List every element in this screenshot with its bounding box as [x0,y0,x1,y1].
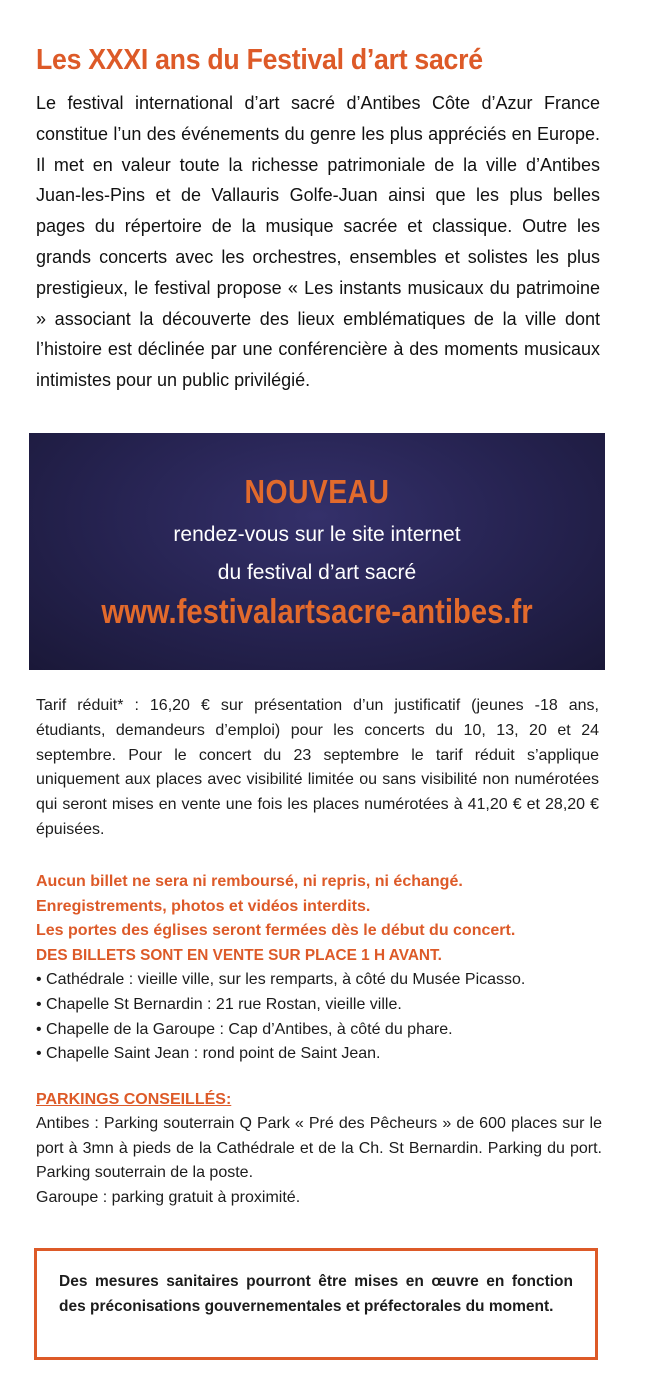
warning-tickets-on-site: DES BILLETS SONT EN VENTE SUR PLACE 1 H AVANT. [36,946,442,964]
banner-line-1: rendez-vous sur le site internet [173,523,461,546]
parking-garoupe: Garoupe : parking gratuit à proximité. [36,1188,301,1206]
venue-item: • Chapelle de la Garoupe : Cap d’Antibes, à côté du phare. [36,1018,616,1043]
venue-item: • Cathédrale : vieille ville, sur les remparts, à côté du Musée Picasso. [36,968,616,993]
venue-list [36,968,616,1066]
page-title: Les XXXI ans du Festival d’art sacré [36,44,483,76]
warning-no-recording: Enregistrements, photos et vidéos interdits. [36,897,371,915]
warning-doors-closed: Les portes des églises seront fermées dès le début du concert. [36,922,516,940]
warning-no-refund: Aucun billet ne sera ni remboursé, ni repris, ni échangé. [36,873,463,890]
festival-website-link[interactable]: www.festivalartsacre-antibes.fr [101,593,533,631]
banner-headline: NOUVEAU [244,473,390,510]
parking-antibes: Antibes : Parking souterrain Q Park « Pré des Pêcheurs » de 600 places sur le port à 3mn à pieds de la Cathédrale et de la Ch. St Bernardin. Parking du port. Parking souterrain de la poste. [36,1115,602,1182]
parking-section [36,1088,602,1210]
ticket-warnings [36,870,616,1067]
parking-heading: PARKINGS CONSEILLÉS: [36,1091,232,1108]
intro-paragraph: Le festival international d’art sacré d’Antibes Côte d’Azur France constitue l’un des événements du genre les plus appréciés en Europe. Il met en valeur toute la richesse patrimoniale de la ville d’Antibes Juan-les-Pins et de Vallauris Golfe-Juan ainsi que les plus belles pages du répertoire de la musique sacrée et classique. Outre les grands concerts avec les orchestres, ensembles et solistes les plus prestigieux, le festival propose « Les instants musicaux du patrimoine » associant la découverte des lieux emblématiques de la ville dont l’histoire est déclinée par une conférencière à des moments musicaux intimistes pour un public privilégié. [36,93,600,391]
website-banner [29,433,605,670]
venue-item: • Chapelle St Bernardin : 21 rue Rostan, vieille ville. [36,993,616,1018]
sanitary-notice-box [34,1248,598,1360]
sanitary-notice-text: Des mesures sanitaires pourront être mises en œuvre en fonction des préconisations gouvernementales et préfectorales du moment. [59,1273,573,1315]
banner-line-2: du festival d’art sacré [217,561,417,584]
venue-item: • Chapelle Saint Jean : rond point de Saint Jean. [36,1042,616,1067]
reduced-fare-info: Tarif réduit* : 16,20 € sur présentation d’un justificatif (jeunes -18 ans, étudiants, demandeurs d’emploi) pour les concerts du 10, 13, 20 et 24 septembre. Pour le concert du 23 septembre le tarif réduit s’applique uniquement aux places avec visibilité limitée ou sans visibilité non numérotées qui seront mises en vente une fois les places numérotées à 41,20 € et 28,20 € épuisées. [36,697,599,838]
